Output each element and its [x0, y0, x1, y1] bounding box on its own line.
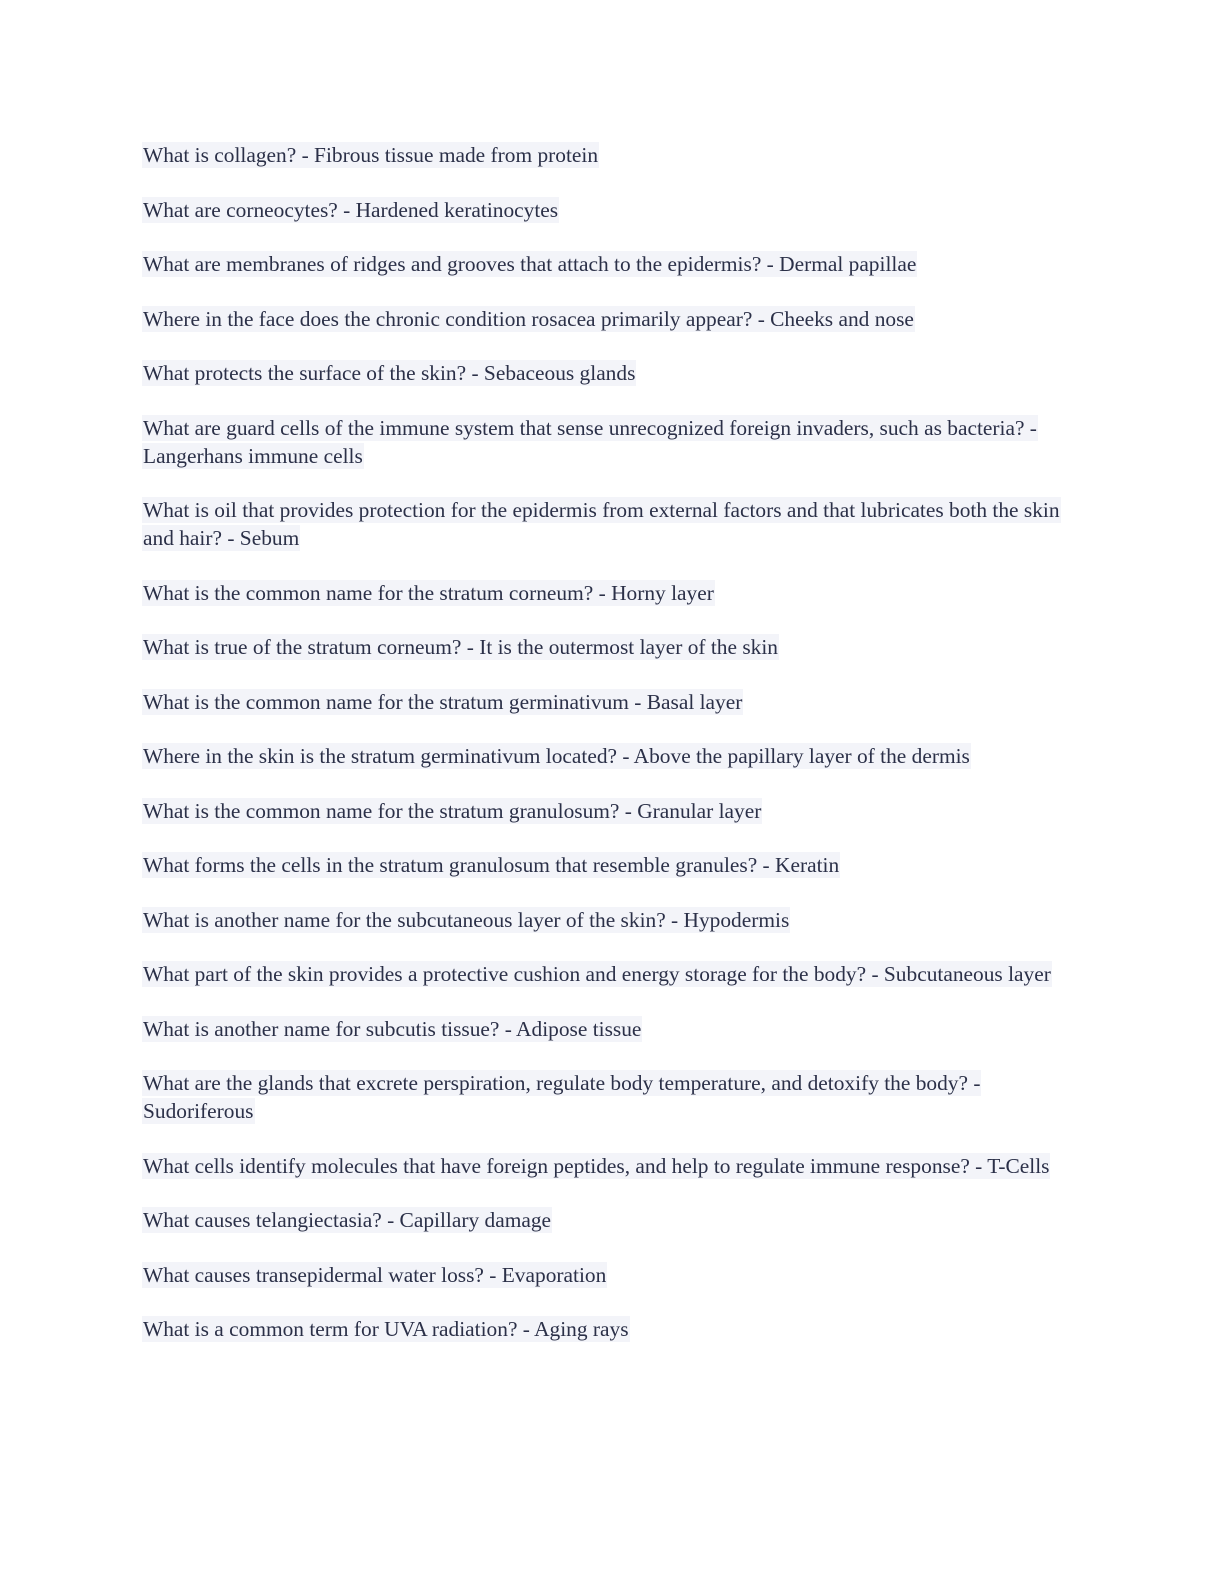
- qa-text: What forms the cells in the stratum granulosum that resemble granules? - Keratin: [143, 853, 840, 877]
- qa-text: What is the common name for the stratum germinativum - Basal layer: [143, 689, 743, 714]
- qa-text: Where in the face does the chronic condition rosacea primarily appear? - Cheeks and nose: [143, 306, 914, 331]
- qa-text: What is the common name for the stratum corneum? - Horny layer: [143, 580, 714, 605]
- qa-text: What are the glands that excrete perspiration, regulate body temperature, and detoxify the body? - Sudoriferous: [143, 1071, 981, 1123]
- qa-text: What is oil that provides protection for the epidermis from external factors and that lubricates both the skin and hair? - Sebum: [143, 498, 1060, 550]
- qa-item: [142, 1315, 1072, 1343]
- qa-item: [142, 1069, 1072, 1125]
- qa-text: What is the common name for the stratum granulosum? - Granular layer: [143, 798, 762, 823]
- qa-text: What are membranes of ridges and grooves that attach to the epidermis? - Dermal papillae: [143, 252, 917, 276]
- qa-text: What are guard cells of the immune system that sense unrecognized foreign invaders, such as bacteria? - Langerhans immune cells: [143, 415, 1037, 468]
- qa-text: What is true of the stratum corneum? - It is the outermost layer of the skin: [143, 635, 779, 659]
- qa-text: What part of the skin provides a protective cushion and energy storage for the body? - Subcutaneous layer: [143, 962, 1051, 986]
- qa-item: [142, 196, 1072, 224]
- qa-text: What causes telangiectasia? - Capillary damage: [143, 1208, 552, 1232]
- qa-text: What is another name for subcutis tissue? - Adipose tissue: [143, 1016, 642, 1041]
- qa-item: [142, 1261, 1072, 1289]
- qa-item: [142, 414, 1072, 470]
- qa-item: [142, 906, 1072, 934]
- qa-text: What is a common term for UVA radiation? - Aging rays: [143, 1317, 629, 1341]
- qa-item: [142, 688, 1072, 716]
- qa-text: What is another name for the subcutaneous layer of the skin? - Hypodermis: [143, 907, 790, 932]
- qa-item: [142, 960, 1072, 988]
- qa-item: [142, 305, 1072, 333]
- qa-text: What cells identify molecules that have foreign peptides, and help to regulate immune response? - T-Cells: [143, 1153, 1050, 1178]
- qa-item: [142, 579, 1072, 607]
- qa-text: What protects the surface of the skin? - Sebaceous glands: [143, 361, 636, 385]
- qa-list: [142, 141, 1072, 1370]
- qa-text: What is collagen? - Fibrous tissue made from protein: [143, 143, 599, 167]
- qa-item: [142, 1206, 1072, 1234]
- qa-text: What are corneocytes? - Hardened keratinocytes: [143, 197, 559, 222]
- qa-item: [142, 851, 1072, 879]
- qa-item: [142, 1152, 1072, 1180]
- qa-item: [142, 742, 1072, 770]
- qa-item: [142, 633, 1072, 661]
- qa-item: [142, 797, 1072, 825]
- qa-item: [142, 496, 1072, 552]
- qa-text: Where in the skin is the stratum germinativum located? - Above the papillary layer of the dermis: [143, 744, 970, 768]
- qa-item: [142, 250, 1072, 278]
- qa-text: What causes transepidermal water loss? - Evaporation: [143, 1262, 607, 1287]
- qa-item: [142, 359, 1072, 387]
- qa-item: [142, 141, 1072, 169]
- qa-item: [142, 1015, 1072, 1043]
